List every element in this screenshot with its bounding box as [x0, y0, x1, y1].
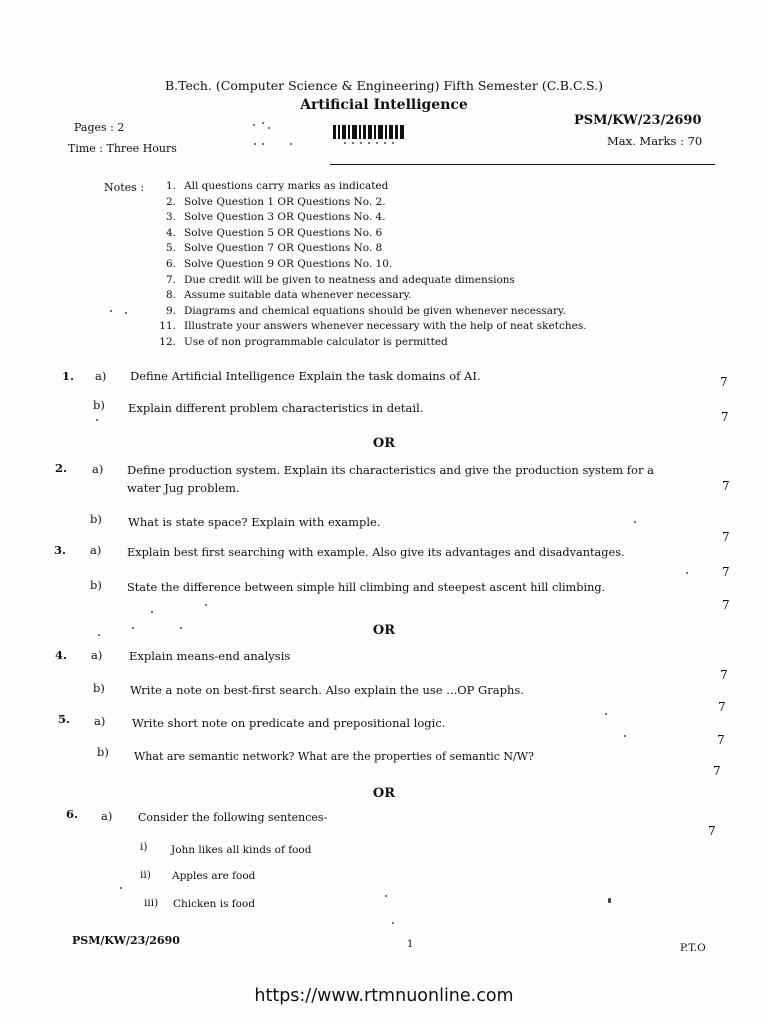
question-marks: 7: [720, 668, 728, 682]
page-number: 1: [407, 939, 414, 950]
note-text: Solve Question 9 OR Questions No. 10.: [184, 257, 393, 270]
sentence-text: Apples are food: [172, 870, 256, 882]
note-text: Assume suitable data whenever necessary.: [184, 289, 412, 302]
part-label: b): [93, 681, 105, 695]
scan-speck: [686, 572, 688, 574]
note-text: All questions carry marks as indicated: [184, 180, 389, 192]
question-text: What are semantic network? What are the properties of semantic N/W?: [134, 750, 534, 763]
question-number: 5.: [58, 712, 71, 726]
course-title: B.Tech. (Computer Science & Engineering) Fifth Semester (C.B.C.S.): [164, 78, 604, 93]
note-text: Use of non programmable calculator is permitted: [184, 335, 448, 348]
question-marks: 7: [708, 824, 716, 838]
scan-speck: [290, 143, 292, 145]
question-marks: 7: [713, 764, 721, 778]
part-label: b): [93, 398, 105, 412]
scan-speck: [624, 735, 626, 737]
scan-speck: [125, 312, 127, 314]
question-text: Write a note on best-first search. Also explain the use ...OP Graphs.: [130, 683, 524, 697]
part-label: a): [101, 809, 113, 823]
scan-speck: [392, 922, 394, 924]
question-number: 2.: [55, 461, 68, 475]
question-text: Explain best first searching with example. Also give its advantages and disadvantages.: [127, 546, 625, 559]
part-label: a): [91, 648, 103, 662]
scan-speck: [110, 310, 112, 312]
note-number: 7.: [165, 273, 176, 286]
note-number: 8.: [165, 289, 176, 302]
note-item: [150, 335, 587, 351]
question-marks: 7: [722, 530, 730, 544]
sentence-label: ii): [140, 869, 151, 881]
note-number: 1.: [165, 180, 176, 192]
question-marks: 7: [718, 700, 726, 714]
note-number: 11.: [159, 320, 176, 333]
scan-speck: [132, 627, 134, 629]
or-separator: OR: [372, 786, 396, 801]
part-label: a): [92, 462, 104, 476]
question-text: Define production system. Explain its characteristics and give the production system for a: [127, 463, 654, 477]
part-label: b): [97, 745, 109, 759]
note-item: [150, 210, 587, 226]
sentence-label: iii): [144, 897, 159, 909]
part-label: a): [94, 714, 106, 728]
note-item: [150, 288, 587, 304]
note-text: Solve Question 5 OR Questions No. 6: [184, 226, 383, 239]
pages-count: Pages : 2: [74, 121, 125, 134]
sentence-text: Chicken is food: [173, 898, 256, 910]
source-url: https://www.rtmnuonline.com: [254, 986, 514, 1006]
question-marks: 7: [722, 479, 730, 493]
question-text: Define Artificial Intelligence Explain the task domains of AI.: [130, 369, 481, 383]
question-number: 1.: [62, 369, 75, 383]
header-divider: [330, 164, 715, 165]
scan-speck: [205, 604, 207, 606]
note-text: Diagrams and chemical equations should be given whenever necessary.: [184, 304, 566, 317]
note-item: [150, 179, 587, 195]
note-text: Solve Question 1 OR Questions No. 2.: [184, 195, 386, 208]
scan-speck: [151, 611, 153, 613]
scan-speck: [253, 124, 255, 126]
scan-speck: [262, 143, 264, 145]
part-label: a): [95, 369, 107, 383]
notes-list: [150, 179, 587, 351]
or-separator: OR: [372, 436, 396, 451]
part-label: b): [90, 512, 102, 526]
question-text: Explain means-end analysis: [129, 649, 291, 663]
sentence-text: John likes all kinds of food: [171, 844, 312, 856]
note-text: Solve Question 7 OR Questions No. 8: [184, 242, 383, 255]
scan-speck: [605, 713, 607, 715]
note-number: 4.: [165, 226, 176, 239]
question-marks: 7: [717, 733, 725, 747]
scan-speck: [268, 127, 270, 129]
note-number: 3.: [165, 211, 176, 224]
scan-speck: [634, 521, 636, 523]
barcode-image: [333, 125, 405, 145]
or-separator: OR: [372, 623, 396, 638]
question-number: 6.: [66, 807, 79, 821]
scan-speck: [254, 143, 256, 145]
note-item: [150, 257, 587, 273]
note-number: 2.: [165, 195, 176, 208]
note-text: Due credit will be given to neatness and adequate dimensions: [184, 273, 515, 286]
scan-speck: [608, 898, 611, 903]
exam-duration: Time : Three Hours: [68, 142, 177, 155]
question-text: What is state space? Explain with example.: [128, 515, 381, 529]
note-number: 6.: [165, 257, 176, 270]
question-number: 3.: [54, 543, 67, 557]
note-item: [150, 226, 587, 242]
pto-label: P.T.O: [680, 942, 706, 954]
note-number: 9.: [165, 304, 176, 317]
sentence-label: i): [140, 841, 148, 853]
subject-title: Artificial Intelligence: [300, 97, 468, 113]
question-number: 4.: [55, 648, 68, 662]
max-marks: Max. Marks : 70: [607, 134, 703, 148]
part-label: a): [90, 543, 102, 557]
note-text: Solve Question 3 OR Questions No. 4.: [184, 211, 386, 224]
question-text-continued: water Jug problem.: [127, 481, 240, 495]
note-text: Illustrate your answers whenever necessary with the help of neat sketches.: [184, 320, 587, 333]
scan-speck: [96, 419, 98, 421]
note-item: [150, 241, 587, 257]
scan-speck: [262, 122, 264, 124]
question-marks: 7: [721, 410, 729, 424]
question-marks: 7: [722, 598, 730, 612]
notes-label: Notes :: [104, 181, 145, 194]
question-text: State the difference between simple hill climbing and steepest ascent hill climbing.: [127, 581, 606, 594]
footer-paper-code: PSM/KW/23/2690: [72, 934, 180, 947]
note-item: [150, 273, 587, 289]
question-text: Write short note on predicate and prepositional logic.: [132, 716, 446, 730]
question-text: Consider the following sentences-: [138, 811, 328, 824]
note-item: [150, 304, 587, 320]
paper-code: PSM/KW/23/2690: [574, 113, 702, 128]
scan-speck: [385, 895, 387, 897]
question-text: Explain different problem characteristics in detail.: [128, 401, 424, 415]
scan-speck: [180, 627, 182, 629]
note-item: [150, 195, 587, 211]
note-item: [150, 319, 587, 335]
question-marks: 7: [720, 375, 728, 389]
part-label: b): [90, 578, 102, 592]
scan-speck: [98, 634, 100, 636]
question-marks: 7: [722, 565, 730, 579]
scan-speck: [120, 887, 122, 889]
note-number: 5.: [165, 242, 176, 255]
note-number: 12.: [159, 335, 176, 348]
